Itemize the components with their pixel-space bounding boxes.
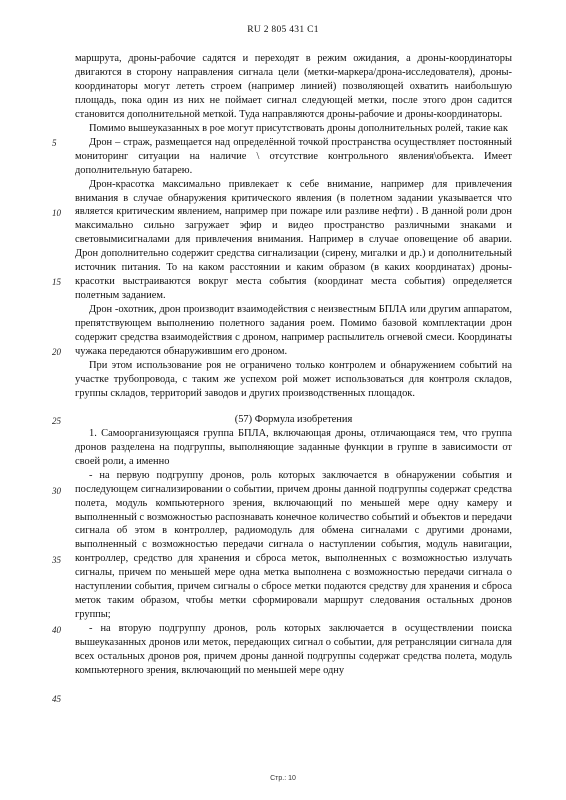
paragraph: Дрон -охотник, дрон производит взаимодействия с неизвестным БПЛА или другим аппаратом, препятствующем выполнению полетного задания роем. Помимо базовой комплектации дрон содержит средства взаимодействия с дроном, например распылитель огневой смеси. Координаты чужака передаются обнаружившим его дроном. bbox=[75, 304, 512, 358]
patent-header: RU 2 805 431 C1 bbox=[247, 25, 319, 35]
document-body bbox=[75, 52, 512, 678]
line-number: 30 bbox=[52, 486, 61, 496]
paragraph: Дрон – страж, размещается над определённой точкой пространства осуществляет постоянный мониторинг ситуации на наличие \ отсутствие контрольного явления\объекта. Имеет дополнительную батарею. bbox=[75, 136, 512, 176]
claim-paragraph: - на вторую подгруппу дронов, роль которых заключается в осуществлении поиска вышеуказанных дронов или меток, передающих сигнал о событии, для ретрансляции сигнала для всех остальных дронов роя, причем дроны данной подгруппы содержат средства полета, модуль компьютерного зрения, включающий по меньшей мере одну bbox=[75, 623, 512, 676]
page-footer: Стр.: 10 bbox=[270, 775, 296, 782]
paragraph: маршрута, дроны-рабочие садятся и переходят в режим ожидания, а дроны-координаторы двигаются в сторону направления сигнала цели (метки-маркера/дрона-исследователя), дроны-координаторы могут лететь строем (например линией) позволяющей охватить наибольшую площадь, пока один из них не поймает сигнал следующей метки, после этого дрон садится становится дополнительной меткой. Туда направляются дроны-рабочие и дроны-координаторы. bbox=[75, 53, 512, 120]
paragraph: Помимо вышеуказанных в рое могут присутствовать дроны дополнительных ролей, такие как bbox=[89, 122, 508, 134]
paragraph: Дрон-красотка максимально привлекает к себе внимание, например для привлечения внимания в случае обнаружения критического явления (в полетном задании указывается что является критическим явлением, например при пожаре или разливе нефти) . В данной роли дрон максимально сильно загружает эфир и видео пространство различными знаками и световымисигналами для привлечения внимания. Например в случае оповещение об аварии. Дрон дополнительно содержит средства сигнализации (сирену, мигалки и др.) и дополнительный источник питания. То на каком расстоянии и каким образом (в каких координатах) дроны-красотки выстраиваются вокруг места события (координат места события) определяется полетным заданием. bbox=[75, 178, 512, 302]
line-number: 40 bbox=[52, 625, 61, 635]
line-number: 25 bbox=[52, 416, 61, 426]
line-number: 15 bbox=[52, 277, 61, 287]
claim-paragraph: 1. Самоорганизующаяся группа БПЛА, включающая дроны, отличающаяся тем, что группа дронов разделена на подгруппы, выполняющие заданные функции в группе в зависимости от своей роли, а именно bbox=[75, 427, 512, 467]
line-number: 5 bbox=[52, 138, 57, 148]
line-number: 20 bbox=[52, 347, 61, 357]
paragraph: При этом использование роя не ограничено только контролем и обнаружением событий на участке трубопровода, с таким же успехом рой может использоваться для контроля складов, группы складов, территорий заводов и других производственных площадок. bbox=[75, 359, 512, 399]
section-gap bbox=[75, 401, 512, 413]
line-number: 35 bbox=[52, 555, 61, 565]
line-number: 45 bbox=[52, 694, 61, 704]
line-number: 10 bbox=[52, 208, 61, 218]
claim-paragraph: - на первую подгруппу дронов, роль которых заключается в обнаружении события и последующем сигнализировании о событии, причем дроны данной подгруппы содержат средства полета, модуль компьютерного зрения, включающий по меньшей мере одну камеру и выполненный с возможностью распознавать конечное количество событий и объектов и передачи сигнала об этом в контроллер, радиомодуль для обмена сигналами с другими дронами, выполненный с возможностью передачи сигнала о наступлении события, модуль навигации, контроллер, средство для хранения и сброса меток, выполненных с возможностью излучать сигналы, причем по меньшей мере одна метка выполнена с возможностью передачи сигнала о наступлении события, причем сигналы о сбросе метки подаются средству для хранения и сброса меток таким образом, чтобы метки сформировали маршрут следования остальных дронов группы; bbox=[75, 469, 512, 621]
claims-heading: (57) Формула изобретения bbox=[234, 413, 353, 425]
